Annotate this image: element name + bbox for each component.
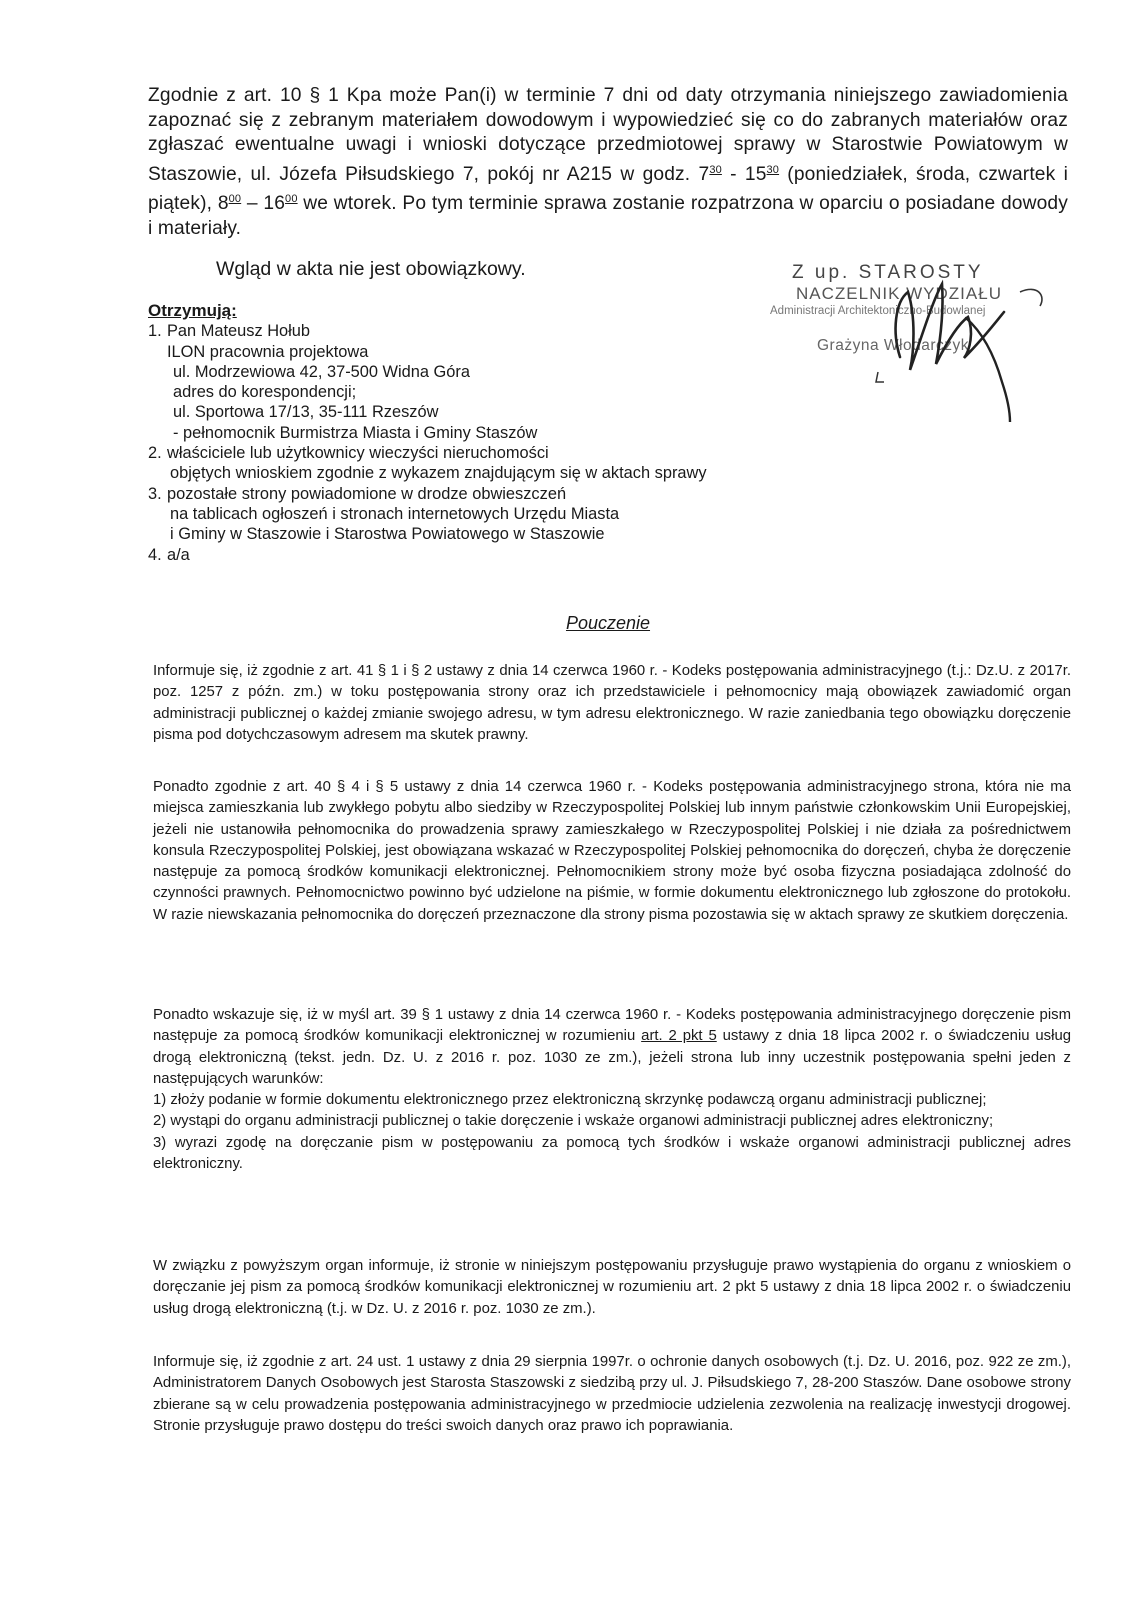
article-link[interactable]: art. 2 pkt 5 <box>641 1028 717 1045</box>
condition-3: 3) wyrazi zgodę na doręczanie pism w postępowaniu za pomocą tych środków i wskaże organowi administracji publicznej adres elektroniczny. <box>153 1134 1071 1173</box>
pouczenie-title-text: Pouczenie <box>565 613 651 633</box>
pouczenie-heading <box>0 613 1130 634</box>
recipient-number: 4. <box>148 545 162 564</box>
recipient-item <box>148 484 707 545</box>
recipients-heading: Otrzymują: <box>148 301 237 320</box>
recipient-line: objętych wnioskiem zgodnie z wykazem znajdującym się w aktach sprawy <box>170 464 707 483</box>
intro-text: Ponadto wskazuje się, iż w myśl art. 39 § 1 ustawy z dnia 14 czerwca 1960 r. - Kodeks postępowania administracyjnego doręczenie pism następuje za pomocą środków komunikacji elektronicznej w rozumieniu <box>153 1007 1071 1045</box>
tuesday-hour-start: 8 <box>217 193 229 214</box>
intro-text: Zgodnie z art. 10 § 1 Kpa może Pan(i) w terminie 7 dni od daty otrzymania niniejszego zawiadomienia zapoznać się z zebranym materiałem dowodowym i wypowiedzieć się co do zabranych materiałów oraz zgłaszać ewentualne uwagi i wnioski dotyczące przedmiotowej sprawy w Starostwie Powiatowym w Staszowie, ul. Józefa Piłsudskiego 7, pokój nr A215 w godz. <box>148 85 1068 185</box>
intro-text-cont: ustawy z dnia 18 lipca 2002 r. o świadczeniu usług drogą elektroniczną (tekst. jedn. Dz. U. z 2016 r. poz. 1030 ze zm.), jeżeli strona lub inny uczestnik postępowania spełni jeden z następujących warunków: <box>153 1028 1072 1087</box>
dash: - <box>721 163 745 185</box>
handwritten-signature <box>870 262 1110 422</box>
tuesday-start-minutes: 00 <box>228 193 242 205</box>
view-note: Wgląd w akta nie jest obowiązkowy. <box>216 258 526 280</box>
recipient-line: - pełnomocnik Burmistrza Miasta i Gminy Staszów <box>173 423 538 442</box>
recipient-line: ILON pracownia projektowa <box>167 342 369 361</box>
recipient-number: 1. <box>148 322 162 341</box>
legal-paragraph-address-change: Informuje się, iż zgodnie z art. 41 § 1 i § 2 ustawy z dnia 14 czerwca 1960 r. - Kodeks postępowania administracyjnego (t.j.: Dz.U. z 2017r. poz. 1257 z późn. zm.) w toku postępowania strony oraz ich przedstawiciele i pełnomocnicy mają obowiązek zawiadomić organ administracji publicznej o każdej zmianie swojego adresu, w tym adresu elektronicznego. W razie zaniedbania tego obowiązku doręczenie pisma pod dotychczasowym adresem ma skutek prawny. <box>153 663 1071 743</box>
days-text: (poniedziałek, środa, czwartek i piątek), <box>148 163 1068 214</box>
tuesday-hour-end: 16 <box>263 193 286 214</box>
hour-start: 7 <box>698 163 710 185</box>
legal-paragraph-right-to-request: W związku z powyższym organ informuje, iż stronie w niniejszym postępowaniu przysługuje prawo wystąpienia do organu z wnioskiem o doręczanie jej pism za pomocą środków komunikacji elektronicznej w rozumieniu art. 2 pkt 5 ustawy z dnia 18 lipca 2002 r. o świadczeniu usług drogą elektroniczną (t.j. w Dz. U. z 2016 r. poz. 1030 ze zm.). <box>153 1258 1071 1317</box>
hour-start-minutes: 30 <box>709 163 722 176</box>
recipient-line: na tablicach ogłoszeń i stronach internetowych Urzędu Miasta <box>170 504 620 523</box>
recipient-item <box>148 443 707 484</box>
recipient-line: pozostałe strony powiadomione w drodze obwieszczeń <box>167 484 567 503</box>
legal-paragraph-proxy: Ponadto zgodnie z art. 40 § 4 i § 5 ustawy z dnia 14 czerwca 1960 r. - Kodeks postępowania administracyjnego strona, która nie ma miejsca zamieszkania lub zwykłego pobytu albo siedziby w Rzeczypospolitej Polskiej lub innym państwie członkowskim Unii Europejskiej, jeżeli nie ustanowiła pełnomocnika do prowadzenia sprawy zamieszkałego w Rzeczypospolitej Polskiej i nie działa za pośrednictwem konsula Rzeczypospolitej Polskiej, jest obowiązana wskazać w Rzeczypospolitej Polskiej pełnomocnika do doręczeń, chyba że doręczenie następuje za pomocą środków komunikacji elektronicznej. Pełnomocnikiem strony może być osoba fizyczna posiadająca zdolność do czynności prawnych. Pełnomocnictwo powinno być udzielone na piśmie, w formie dokumentu elektronicznego lub zgłoszone do protokołu. W razie niewskazania pełnomocnika do doręczeń przeznaczone dla strony pisma pozostawia się w aktach sprawy ze skutkiem doręczenia. <box>153 779 1071 923</box>
legal-paragraph-data-protection: Informuje się, iż zgodnie z art. 24 ust. 1 ustawy z dnia 29 sierpnia 1997r. o ochronie danych osobowych (t.j. Dz. U. 2016, poz. 922 ze zm.), Administratorem Danych Osobowych jest Starosta Staszowski z siedzibą przy ul. J. Piłsudskiego 7, 28-200 Staszów. Dane osobowe strony zbierane są w celu prowadzenia postępowania administracyjnego w przedmiocie udzielenia zezwolenia na realizację inwestycji drogowej. Stronie przysługuje prawo dostępu do treści swoich danych oraz prawo ich poprawiania. <box>153 1354 1071 1434</box>
legal-paragraph-electronic-delivery <box>153 1005 1071 1175</box>
intro-paragraph <box>148 84 1068 241</box>
recipient-number: 2. <box>148 444 162 463</box>
official-stamp <box>770 262 1070 422</box>
recipient-item <box>148 321 707 443</box>
stamp-line-4: Grażyna Włodarczyk <box>817 337 969 354</box>
recipient-item <box>148 545 707 565</box>
recipient-line: właściciele lub użytkownicy wieczyści nieruchomości <box>167 444 549 463</box>
stamp-line-1: Z up. STAROSTY <box>792 262 984 283</box>
recipient-line: ul. Sportowa 17/13, 35-111 Rzeszów <box>173 403 439 422</box>
stamp-line-2: NACZELNIK WYDZIAŁU <box>796 284 1002 303</box>
tuesday-end-minutes: 00 <box>285 193 298 205</box>
condition-2: 2) wystąpi do organu administracji publicznej o takie doręczenie i wskaże organowi administracji publicznej adres elektroniczny; <box>153 1113 994 1130</box>
recipient-number: 3. <box>148 484 162 503</box>
electronic-delivery-intro <box>153 1005 1071 1090</box>
dash: – <box>241 193 264 214</box>
recipients-list <box>148 301 707 565</box>
recipient-line: adres do korespondencji; <box>173 383 357 402</box>
hour-end: 15 <box>744 163 767 185</box>
condition-1: 1) złoży podanie w formie dokumentu elektronicznego przez elektroniczną skrzynkę podawczą organu administracji publicznej; <box>153 1092 987 1109</box>
recipient-line: Pan Mateusz Hołub <box>167 322 311 341</box>
recipient-line: a/a <box>167 545 190 564</box>
recipient-line: ul. Modrzewiowa 42, 37-500 Widna Góra <box>173 362 471 381</box>
recipient-line: i Gminy w Staszowie i Starostwa Powiatowego w Staszowie <box>170 525 605 544</box>
stamp-line-3: Administracji Architektoniczno-Budowlanej <box>770 305 986 317</box>
hour-end-minutes: 30 <box>766 163 780 176</box>
closing-text: we wtorek. Po tym terminie sprawa zostanie rozpatrzona w oparciu o posiadane dowody i materiały. <box>148 193 1068 239</box>
